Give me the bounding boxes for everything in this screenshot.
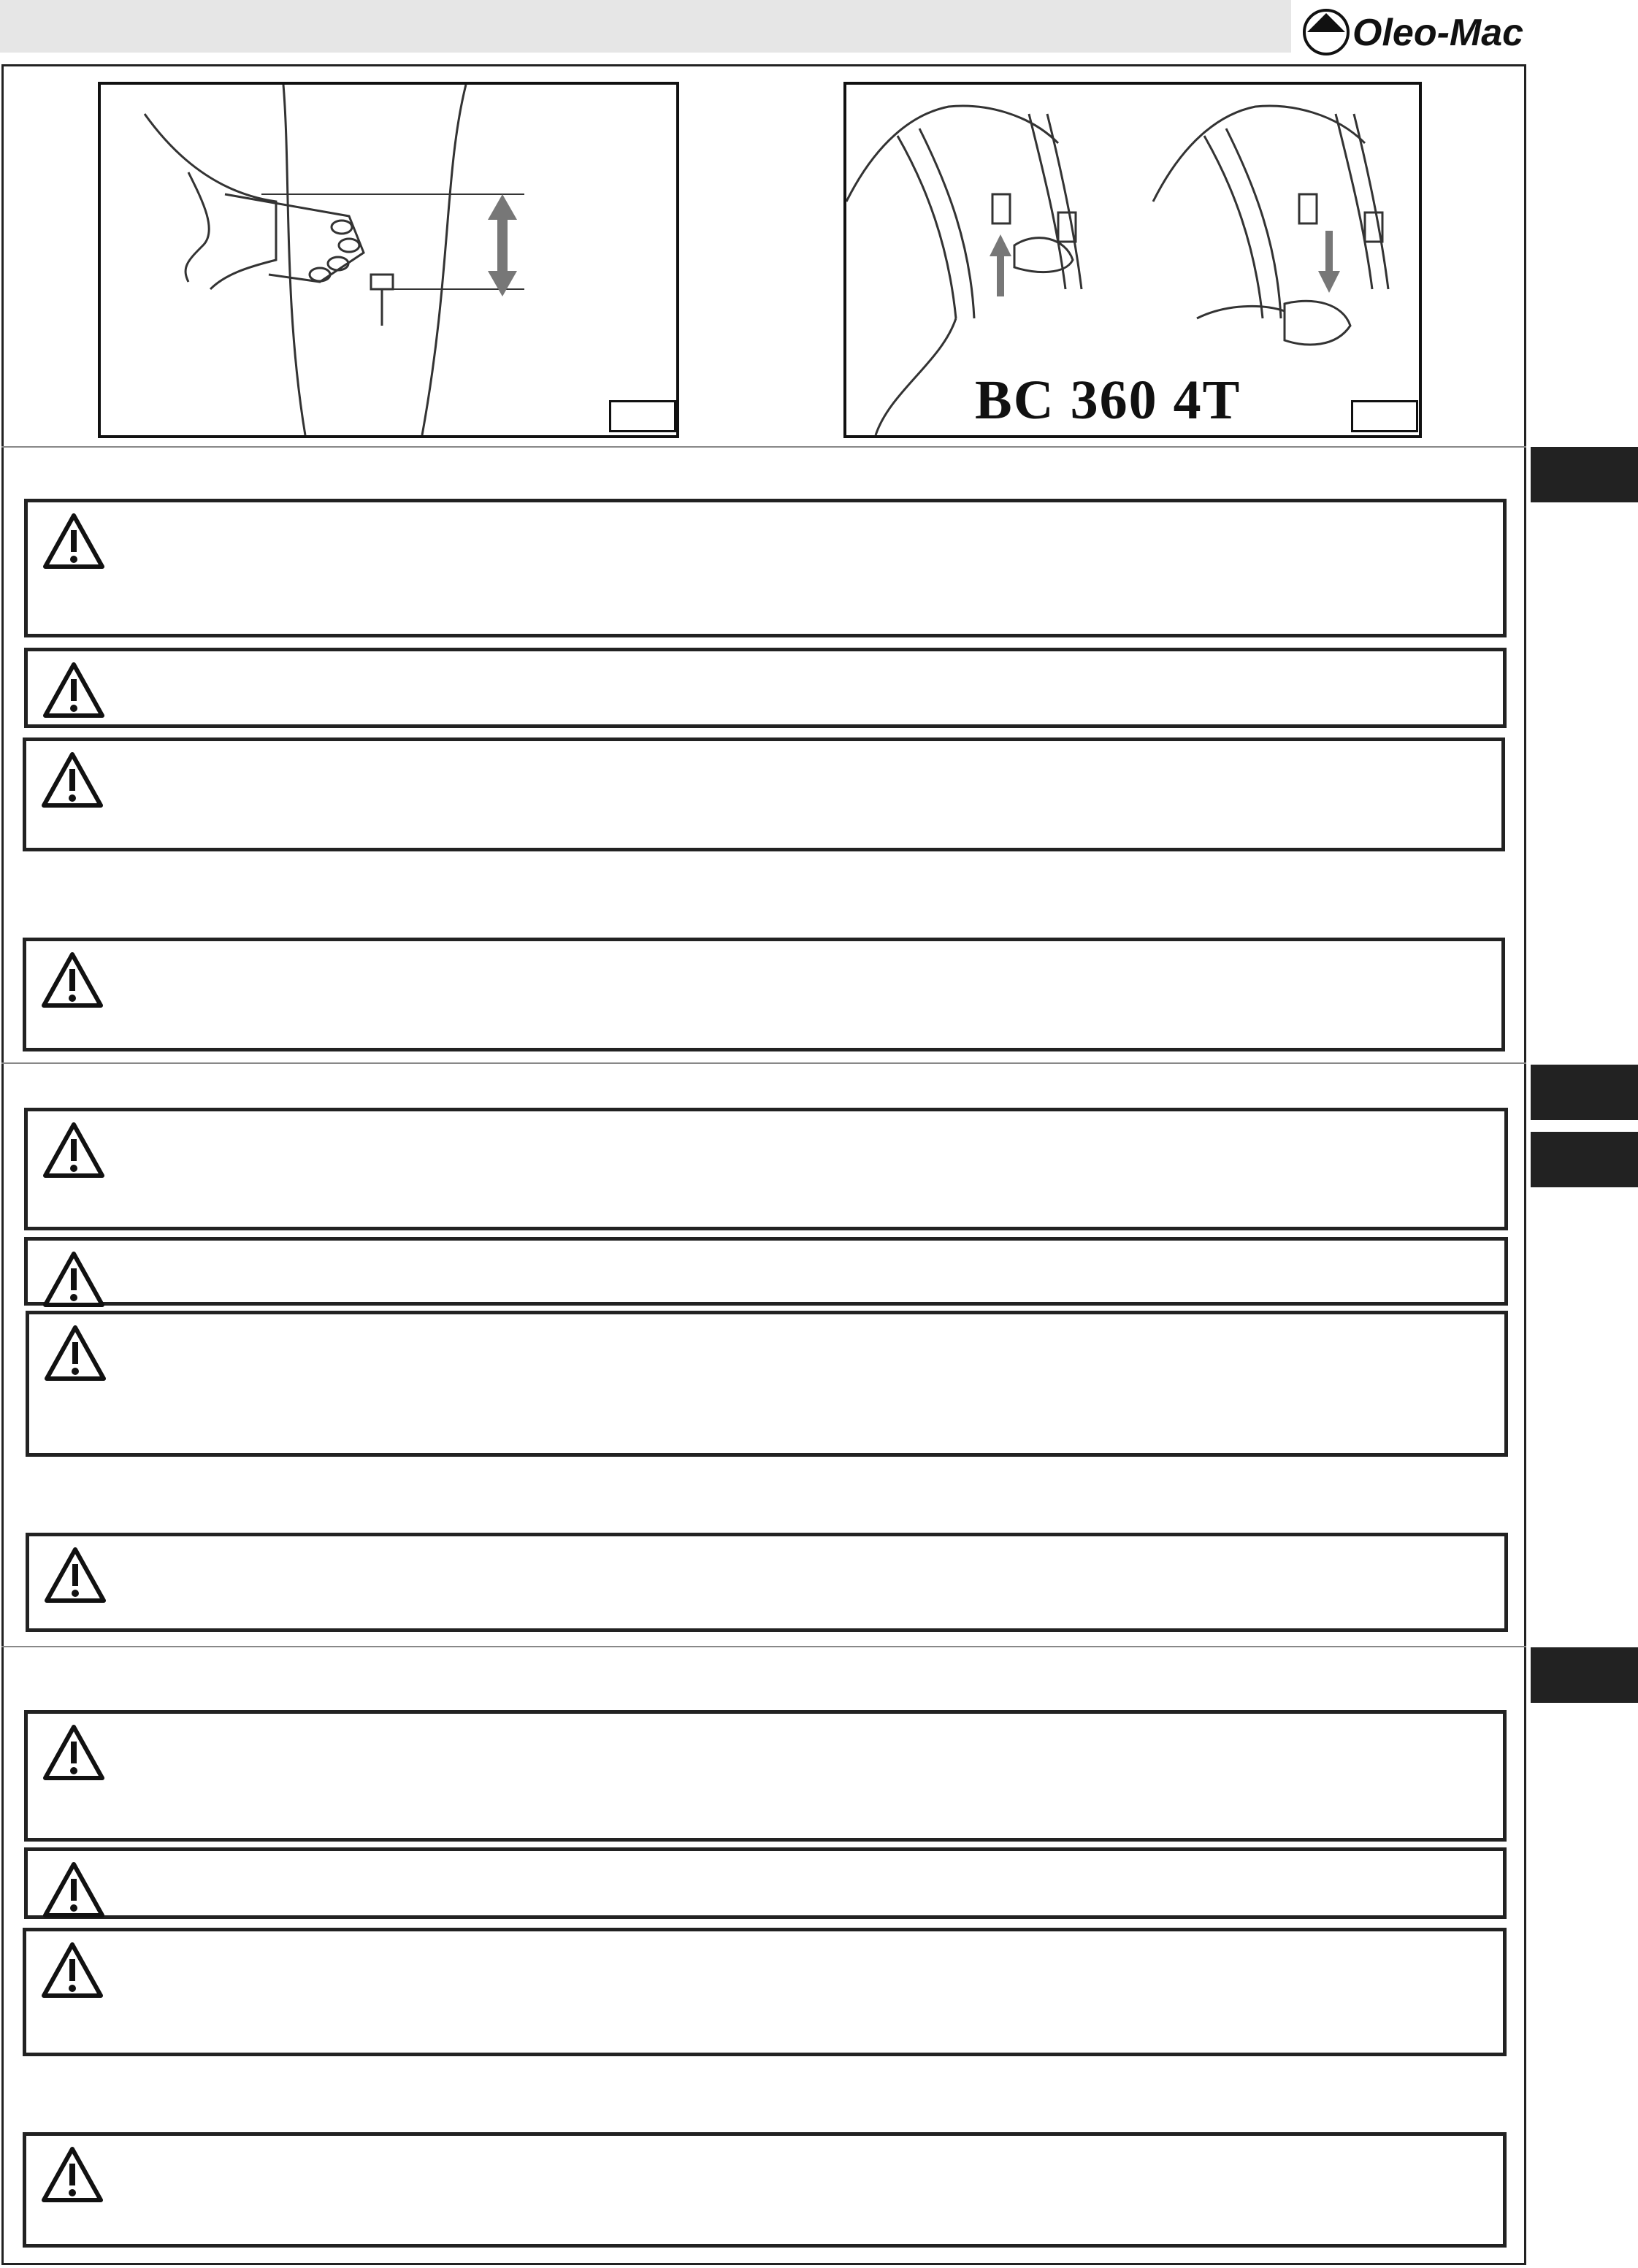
warning-triangle-icon [41,511,107,571]
warning-box [23,1928,1507,2056]
warning-triangle-icon [39,2145,105,2204]
warning-triangle-icon [41,1860,107,1920]
figure-tag-1 [609,400,676,432]
harness-height-figure [98,82,679,438]
section-divider-1 [1,446,1526,448]
warning-triangle-icon [39,950,105,1010]
oleo-mac-logo [1300,3,1526,60]
figure-tag-2 [1351,400,1418,432]
warning-box [23,738,1505,851]
section-divider-2 [1,1062,1526,1064]
warning-triangle-icon [39,750,105,810]
side-tab-2[interactable] [1531,1065,1638,1120]
warning-box [24,1237,1508,1306]
warning-box [26,1311,1508,1457]
warning-box [26,1533,1508,1632]
warning-box [24,499,1507,637]
warning-triangle-icon [42,1323,108,1383]
brand-logo [1300,3,1526,60]
brand-name: Oleo-Mac [1352,12,1524,54]
warning-box [24,1710,1507,1842]
hip-illustration [101,85,676,435]
warning-triangle-icon [41,1723,107,1782]
warning-box [24,648,1507,728]
warning-triangle-icon [41,660,107,720]
warning-box [23,2132,1507,2248]
warning-triangle-icon [41,1249,107,1309]
header-bar [0,0,1291,53]
warning-box [24,1108,1508,1230]
warning-box [24,1847,1507,1919]
warning-triangle-icon [41,1120,107,1180]
side-tab-1[interactable] [1531,447,1638,502]
model-label: BC 360 4T [975,369,1241,431]
warning-triangle-icon [39,1940,105,2000]
warning-triangle-icon [42,1545,108,1605]
side-tab-3[interactable] [1531,1132,1638,1187]
warning-box [23,938,1505,1051]
section-divider-3 [1,1646,1526,1647]
side-tab-4[interactable] [1531,1647,1638,1703]
